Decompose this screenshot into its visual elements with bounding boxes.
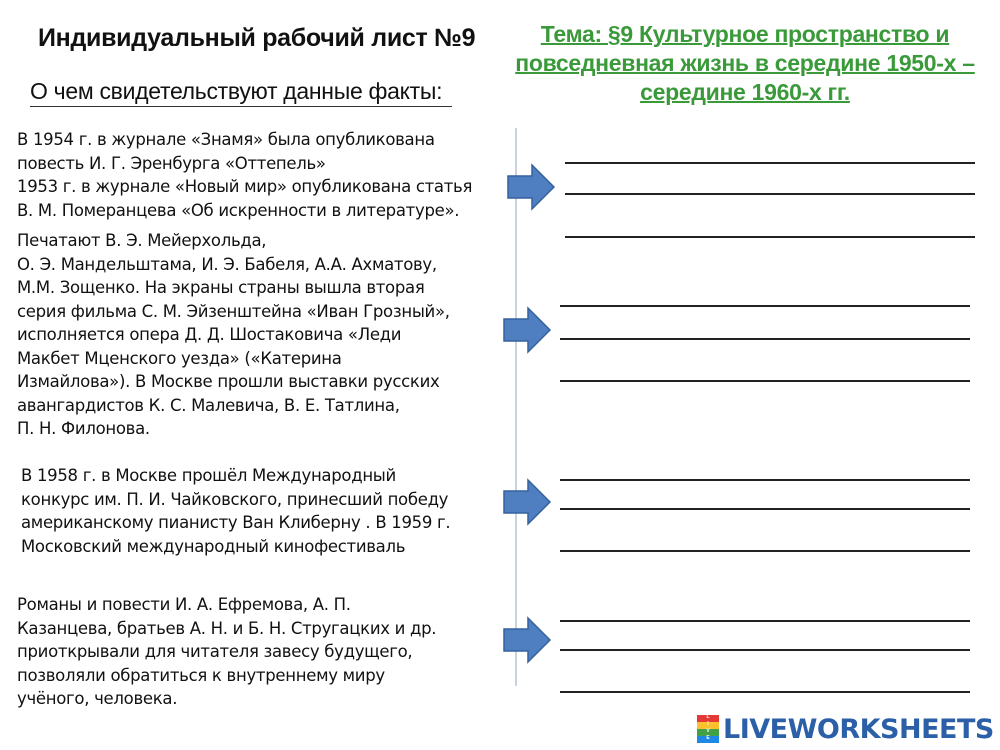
fact-text-3: В 1958 г. в Москве прошёл Международный конкурс им. П. И. Чайковского, принесший победу американскому пианисту Ван Клиберну . В 1959 г. Московский международный кинофестиваль [21,466,451,556]
answer-line[interactable] [565,162,975,164]
answer-line[interactable] [560,550,970,552]
fact-text-1: В 1954 г. в журнале «Знамя» была опубликована повесть И. Г. Эренбурга «Оттепель» 1953 г. в журнале «Новый мир» опубликована статья В. М. Померанцева «Об искренности в литературе». [17,130,473,220]
column-divider [515,128,517,686]
answer-line[interactable] [560,305,970,307]
question-underline [30,106,452,107]
worksheet-question: О чем свидетельствуют данные факты: [30,78,443,104]
fact-text-4: Романы и повести И. А. Ефремова, А. П. Казанцева, братьев А. Н. и Б. Н. Стругацких и др. приоткрывали для читателя завесу будущего, позволяли обратиться к внутреннему миру учёного, человека. [17,595,437,708]
arrow-right-icon [506,163,556,211]
answer-line[interactable] [560,508,970,510]
worksheet-title: Индивидуальный рабочий лист №9 [38,24,476,52]
fact-text-2: Печатают В. Э. Мейерхольда, О. Э. Мандельштама, И. Э. Бабеля, А.А. Ахматову, М.М. Зощенко. На экраны страны вышла вторая серия фильма С. М. Эйзенштейна «Иван Грозный», исполняется опера Д. Д. Шостаковича «Леди Макбет Мценского уезда» («Катерина Измайлова»). В Москве прошли выставки русских авангардистов К. С. Малевича, В. Е. Татлина, П. Н. Филонова. [17,231,450,438]
topic-line-2: повседневная жизнь в середине 1950-х – [515,50,975,76]
answer-line[interactable] [565,193,975,195]
answer-line[interactable] [560,380,970,382]
answer-line[interactable] [560,691,970,693]
arrow-right-icon [502,616,552,664]
logo-text: LIVEWORKSHEETS [723,713,994,745]
answer-line[interactable] [565,236,975,238]
topic-heading [505,20,985,107]
topic-line-3: середине 1960-х гг. [640,79,850,105]
answer-line[interactable] [560,338,970,340]
liveworksheets-logo [697,714,994,744]
answer-line[interactable] [560,620,970,622]
topic-line-1: Тема: §9 Культурное пространство и [540,21,950,47]
arrow-right-icon [502,478,552,526]
answer-line[interactable] [560,479,970,481]
logo-mark-icon: L I V E [697,715,719,743]
answer-line[interactable] [560,649,970,651]
arrow-right-icon [502,306,552,354]
